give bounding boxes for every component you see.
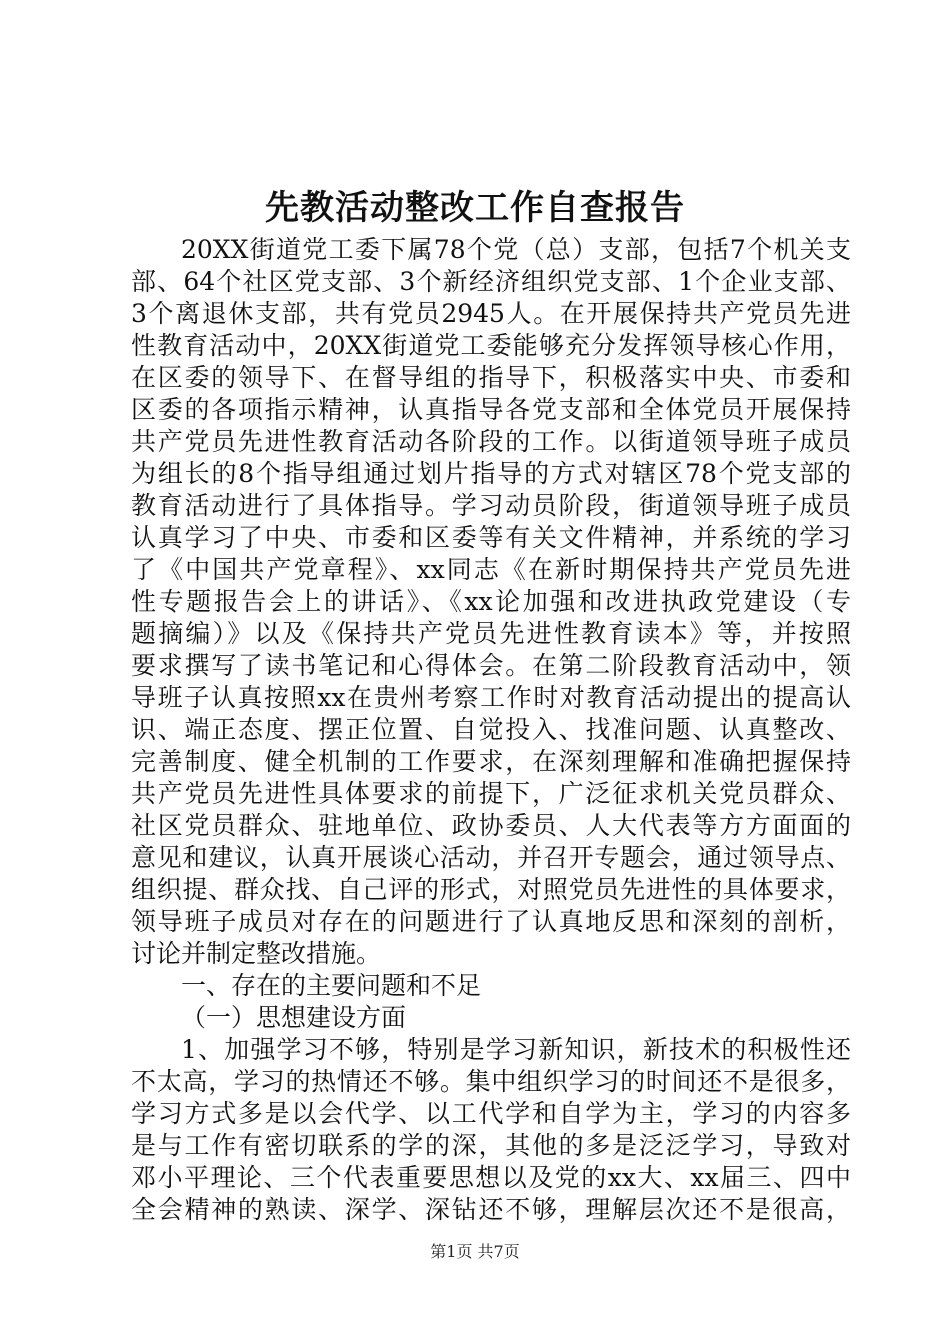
paragraph-line: 共产党员先进性教育活动各阶段的工作。以街道领导班子成员 [131,427,851,456]
document-body [131,234,851,1226]
paragraph-line: 题摘编）》以及《保持共产党员先进性教育读本》等，并按照 [131,619,851,648]
paragraph-line: 意见和建议，认真开展谈心活动，并召开专题会，通过领导点、 [131,843,851,872]
paragraph-line: 了《中国共产党章程》、xx同志《在新时期保持共产党员先进 [131,555,851,584]
paragraph-line: 教育活动进行了具体指导。学习动员阶段，街道领导班子成员 [131,491,851,520]
paragraph-line: 全会精神的熟读、深学、深钻还不够，理解层次还不是很高， [131,1195,851,1224]
paragraph-line: 20XX街道党工委下属78个党（总）支部，包括7个机关支 [181,235,851,264]
section-heading: （一）思想建设方面 [181,1003,407,1032]
paragraph-line: 共产党员先进性具体要求的前提下，广泛征求机关党员群众、 [131,779,851,808]
paragraph-line: 识、端正态度、摆正位置、自觉投入、找准问题、认真整改、 [131,715,851,744]
page-footer: 第1页 共7页 [430,1242,520,1261]
paragraph-line: 完善制度、健全机制的工作要求，在深刻理解和准确把握保持 [131,747,851,776]
paragraph-line: 性专题报告会上的讲话》、《xx论加强和改进执政党建设（专 [131,587,851,616]
paragraph-line: 3个离退休支部，共有党员2945人。在开展保持共产党员先进 [131,299,851,328]
paragraph-line: 讨论并制定整改措施。 [131,939,382,968]
document-title: 先教活动整改工作自查报告 [265,188,685,228]
paragraph-line: 邓小平理论、三个代表重要思想以及党的xx大、xx届三、四中 [131,1163,851,1192]
paragraph-line: 性教育活动中，20XX街道党工委能够充分发挥领导核心作用， [131,331,851,360]
paragraph-line: 要求撰写了读书笔记和心得体会。在第二阶段教育活动中，领 [131,651,851,680]
paragraph-line: 区委的各项指示精神，认真指导各党支部和全体党员开展保持 [131,395,851,424]
paragraph-line: 导班子认真按照xx在贵州考察工作时对教育活动提出的提高认 [131,683,851,712]
section-heading: 一、存在的主要问题和不足 [181,971,482,1000]
paragraph-line: 部、64个社区党支部、3个新经济组织党支部、1个企业支部、 [131,267,851,296]
paragraph-line: 为组长的8个指导组通过划片指导的方式对辖区78个党支部的 [131,459,851,488]
paragraph-line: 认真学习了中央、市委和区委等有关文件精神，并系统的学习 [131,523,851,552]
paragraph-line: 领导班子成员对存在的问题进行了认真地反思和深刻的剖析， [131,907,851,936]
paragraph-line: 在区委的领导下、在督导组的指导下，积极落实中央、市委和 [131,363,851,392]
paragraph-line: 社区党员群众、驻地单位、政协委员、人大代表等方方面面的 [131,811,851,840]
paragraph-line: 组织提、群众找、自己评的形式，对照党员先进性的具体要求， [131,875,851,904]
paragraph-line: 1、加强学习不够，特别是学习新知识，新技术的积极性还 [181,1035,851,1064]
paragraph-line: 不太高，学习的热情还不够。集中组织学习的时间还不是很多， [131,1067,851,1096]
paragraph-line: 是与工作有密切联系的学的深，其他的多是泛泛学习，导致对 [131,1131,851,1160]
paragraph-line: 学习方式多是以会代学、以工代学和自学为主，学习的内容多 [131,1099,851,1128]
